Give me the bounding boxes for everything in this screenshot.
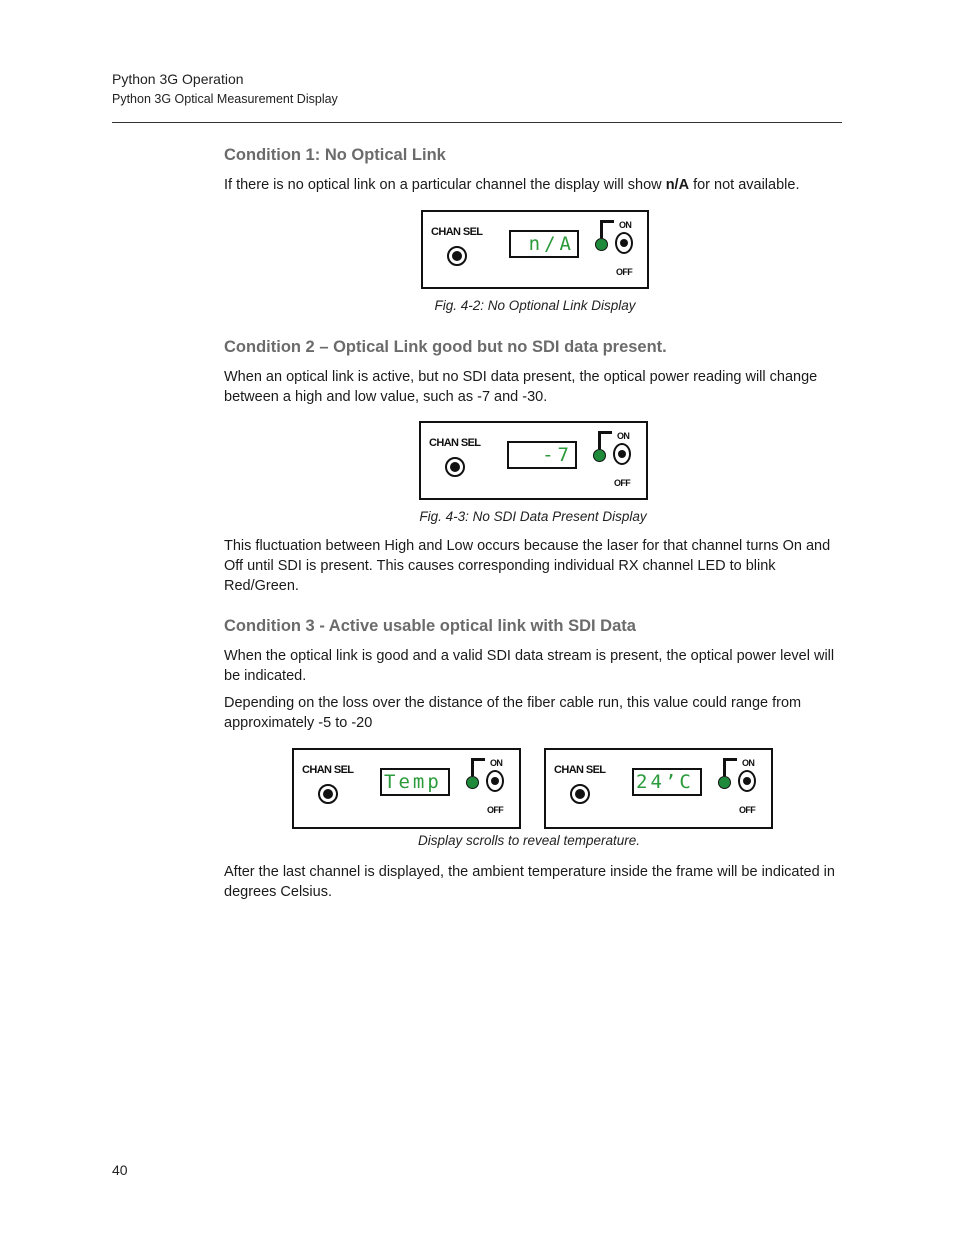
condition1-body-suffix: for not available. bbox=[689, 177, 800, 193]
off-label: OFF bbox=[614, 478, 631, 488]
chan-sel-label: CHAN SEL bbox=[429, 437, 481, 449]
on-label: ON bbox=[617, 431, 630, 441]
status-led bbox=[595, 238, 608, 251]
condition3-note: After the last channel is displayed, the ambient temperature inside the frame will be indicated in degrees Celsius. bbox=[224, 864, 835, 900]
off-label: OFF bbox=[487, 805, 504, 815]
condition1-heading: Condition 1: No Optical Link bbox=[224, 146, 446, 164]
temp-panel-a bbox=[292, 748, 521, 829]
condition1-body-bold: n/A bbox=[665, 177, 690, 193]
condition2-body: When an optical link is active, but no SDI data present, the optical power reading will change between a high and low value, such as -7 and -30. bbox=[224, 369, 818, 405]
led-bracket bbox=[723, 758, 737, 776]
status-led bbox=[718, 776, 731, 789]
on-off-switch[interactable] bbox=[738, 770, 756, 792]
chan-sel-label: CHAN SEL bbox=[554, 764, 606, 776]
temp-display-a: Temp bbox=[380, 768, 450, 796]
condition3-body1: When the optical link is good and a valid SDI data stream is present, the optical power level will be indicated. bbox=[224, 648, 835, 684]
led-bracket bbox=[471, 758, 485, 776]
on-label: ON bbox=[742, 758, 755, 768]
chan-sel-label: CHAN SEL bbox=[302, 764, 354, 776]
condition3-body2: Depending on the loss over the distance of the fiber cable run, this value could range from approximately -5 to -20 bbox=[224, 695, 802, 731]
fig3-panel bbox=[419, 421, 648, 500]
status-led bbox=[593, 449, 606, 462]
temp-display-b: 24’C bbox=[632, 768, 702, 796]
condition2-note: This fluctuation between High and Low occurs because the laser for that channel turns On and Off until SDI is present. This causes corresponding individual RX channel LED to blink Red/Green. bbox=[224, 538, 831, 594]
running-header-chapter: Python 3G Operation bbox=[112, 71, 244, 87]
on-off-switch[interactable] bbox=[615, 232, 633, 254]
off-label: OFF bbox=[616, 267, 633, 277]
header-rule bbox=[112, 122, 842, 123]
on-label: ON bbox=[619, 220, 632, 230]
off-label: OFF bbox=[739, 805, 756, 815]
condition3-heading: Condition 3 - Active usable optical link with SDI Data bbox=[224, 617, 636, 635]
page-number: 40 bbox=[112, 1162, 128, 1178]
chan-sel-button[interactable] bbox=[447, 246, 467, 266]
fig3-display: -7 bbox=[507, 441, 577, 469]
chan-sel-button[interactable] bbox=[318, 784, 338, 804]
fig2-display: n/A bbox=[509, 230, 579, 258]
led-bracket bbox=[598, 431, 612, 449]
on-off-switch[interactable] bbox=[613, 443, 631, 465]
led-bracket bbox=[600, 220, 614, 238]
on-label: ON bbox=[490, 758, 503, 768]
chan-sel-button[interactable] bbox=[445, 457, 465, 477]
chan-sel-button[interactable] bbox=[570, 784, 590, 804]
fig3-caption: Fig. 4-3: No SDI Data Present Display bbox=[419, 509, 647, 524]
fig2-panel bbox=[421, 210, 649, 289]
fig4-caption: Display scrolls to reveal temperature. bbox=[417, 833, 641, 848]
temp-panel-b bbox=[544, 748, 773, 829]
condition1-body-prefix: If there is no optical link on a particular channel the display will show bbox=[224, 177, 666, 193]
fig2-caption: Fig. 4-2: No Optional Link Display bbox=[434, 298, 636, 313]
chan-sel-label: CHAN SEL bbox=[431, 226, 483, 238]
on-off-switch[interactable] bbox=[486, 770, 504, 792]
running-header-section: Python 3G Optical Measurement Display bbox=[112, 92, 338, 106]
status-led bbox=[466, 776, 479, 789]
condition1-body bbox=[224, 175, 844, 195]
condition2-heading: Condition 2 – Optical Link good but no SDI data present. bbox=[224, 338, 667, 356]
